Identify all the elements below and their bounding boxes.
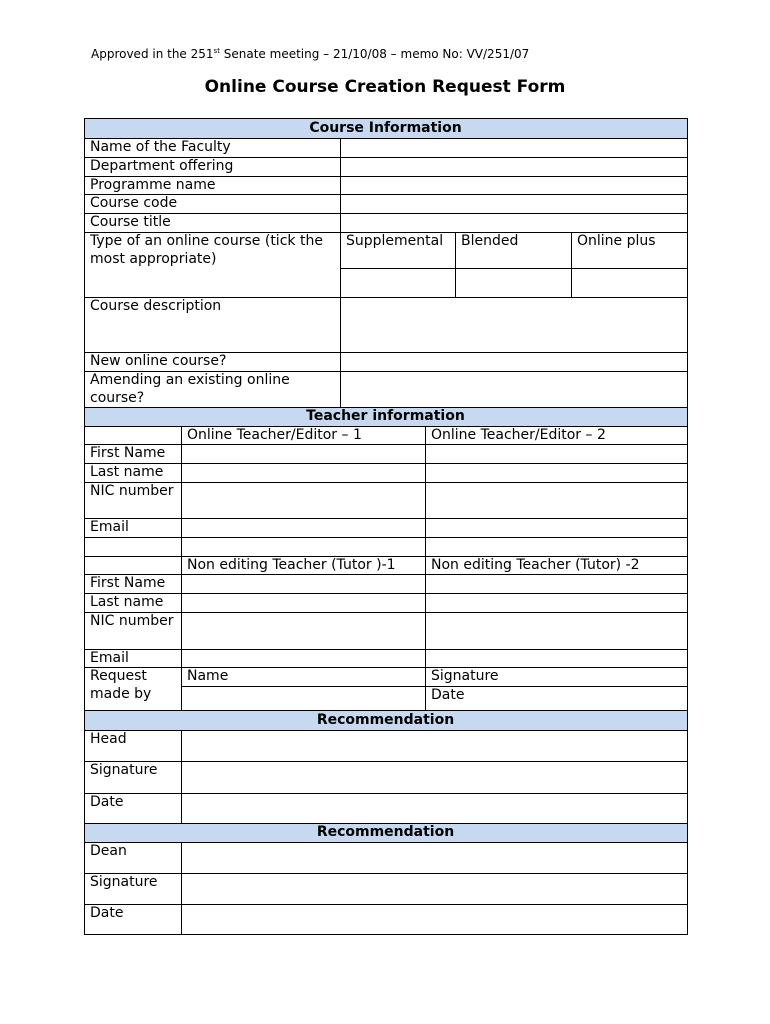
label-dean-date: Date	[90, 905, 124, 921]
label-head-signature: Signature	[90, 762, 158, 778]
option-blended: Blended	[461, 233, 519, 249]
label-tutor-nic: NIC number	[90, 613, 174, 629]
table-rule	[84, 823, 688, 824]
label-requester-date: Date	[431, 687, 465, 703]
field-tutor-2-last-name[interactable]	[425, 593, 687, 612]
field-tutor-2-first-name[interactable]	[425, 574, 687, 593]
section-heading-course-information: Course Information	[84, 119, 687, 138]
option-online-plus: Online plus	[577, 233, 656, 249]
table-rule	[84, 710, 688, 711]
table-rule	[84, 482, 688, 483]
field-editor-2-first-name[interactable]	[425, 444, 687, 463]
label-requester-signature: Signature	[431, 668, 499, 684]
label-tutor-email: Email	[90, 650, 129, 666]
table-rule	[84, 213, 688, 214]
label-dean-signature: Signature	[90, 874, 158, 890]
table-rule	[84, 232, 688, 233]
table-rule	[84, 842, 688, 843]
field-editor-1-last-name[interactable]	[181, 463, 425, 482]
table-rule	[181, 842, 182, 935]
column-header-editor-2: Online Teacher/Editor – 2	[431, 427, 606, 443]
table-rule	[84, 649, 688, 650]
table-rule	[571, 232, 572, 298]
label-course-type: Type of an online course (tick the most appropriate)	[90, 233, 323, 267]
field-dean-signature[interactable]	[181, 873, 687, 904]
table-rule	[84, 934, 688, 935]
label-course-title: Course title	[90, 214, 171, 230]
label-course-description: Course description	[90, 298, 222, 314]
field-tutor-2-email[interactable]	[425, 649, 687, 668]
label-course-code: Course code	[90, 195, 178, 211]
field-editor-2-nic[interactable]	[425, 482, 687, 518]
table-rule	[84, 297, 341, 298]
label-requester-name: Name	[187, 668, 229, 684]
table-rule	[181, 686, 688, 687]
section-heading-recommendation-dean: Recommendation	[84, 823, 687, 842]
table-rule	[84, 793, 688, 794]
field-head-date[interactable]	[181, 793, 687, 823]
table-rule	[84, 593, 688, 594]
section-heading-recommendation-head: Recommendation	[84, 711, 687, 730]
table-rule	[84, 537, 688, 538]
column-header-editor-1: Online Teacher/Editor – 1	[187, 427, 362, 443]
table-rule	[455, 232, 456, 298]
label-request-made-by: Request made by	[90, 668, 152, 702]
table-rule	[84, 407, 688, 408]
table-rule	[84, 118, 85, 935]
field-course-title[interactable]	[340, 213, 687, 232]
table-rule	[181, 730, 182, 824]
field-course-description[interactable]	[340, 297, 687, 352]
label-editor-first-name: First Name	[90, 445, 166, 461]
table-rule	[84, 556, 688, 557]
field-faculty[interactable]	[340, 138, 687, 157]
field-editor-2-last-name[interactable]	[425, 463, 687, 482]
table-rule	[340, 138, 341, 408]
field-tutor-1-last-name[interactable]	[181, 593, 425, 612]
label-programme: Programme name	[90, 177, 216, 193]
table-rule	[84, 371, 688, 372]
field-editor-1-first-name[interactable]	[181, 444, 425, 463]
table-rule	[687, 118, 688, 935]
field-dean[interactable]	[181, 842, 687, 873]
label-editor-last-name: Last name	[90, 464, 164, 480]
approval-note-suffix: Senate meeting – 21/10/08 – memo No: VV/251/07	[219, 47, 530, 61]
field-tutor-2-nic[interactable]	[425, 612, 687, 648]
table-rule	[340, 297, 688, 298]
tick-online-plus[interactable]	[571, 268, 687, 297]
table-rule	[84, 904, 688, 905]
table-rule	[84, 194, 688, 195]
option-supplemental: Supplemental	[346, 233, 444, 249]
field-head-signature[interactable]	[181, 761, 687, 792]
table-rule	[84, 730, 688, 731]
label-amending-course: Amending an existing online course?	[90, 372, 290, 406]
field-tutor-1-email[interactable]	[181, 649, 425, 668]
field-new-course[interactable]	[340, 352, 687, 371]
column-header-tutor-2: Non editing Teacher (Tutor) -2	[431, 557, 640, 573]
field-amending-course[interactable]	[340, 371, 687, 407]
table-rule	[84, 761, 688, 762]
table-rule	[340, 268, 688, 269]
label-tutor-first-name: First Name	[90, 575, 166, 591]
label-editor-nic: NIC number	[90, 483, 174, 499]
table-rule	[84, 176, 688, 177]
table-rule	[84, 667, 688, 668]
section-heading-teacher-information: Teacher information	[84, 407, 687, 426]
table-rule	[84, 444, 688, 445]
label-faculty: Name of the Faculty	[90, 139, 231, 155]
label-tutor-last-name: Last name	[90, 594, 164, 610]
table-rule	[84, 426, 688, 427]
table-rule	[84, 157, 688, 158]
table-rule	[84, 612, 688, 613]
field-editor-1-email[interactable]	[181, 518, 425, 537]
field-editor-2-email[interactable]	[425, 518, 687, 537]
field-requester-name[interactable]	[181, 686, 425, 710]
approval-note-prefix: Approved in the 251	[91, 47, 214, 61]
field-course-code[interactable]	[340, 194, 687, 213]
tick-blended[interactable]	[455, 268, 571, 297]
field-programme[interactable]	[340, 176, 687, 195]
table-rule	[84, 352, 688, 353]
table-rule	[84, 138, 688, 139]
form-title: Online Course Creation Request Form	[204, 77, 566, 97]
label-dean: Dean	[90, 843, 127, 859]
field-editor-1-nic[interactable]	[181, 482, 425, 518]
field-tutor-1-nic[interactable]	[181, 612, 425, 648]
label-new-course: New online course?	[90, 353, 227, 369]
label-head: Head	[90, 731, 127, 747]
label-department: Department offering	[90, 158, 234, 174]
table-rule	[84, 873, 688, 874]
table-rule	[84, 574, 688, 575]
field-department[interactable]	[340, 157, 687, 176]
table-rule	[181, 426, 182, 711]
tick-supplemental[interactable]	[340, 268, 455, 297]
field-head[interactable]	[181, 730, 687, 761]
table-rule	[84, 463, 688, 464]
approval-note-superscript: st	[213, 47, 220, 55]
column-header-tutor-1: Non editing Teacher (Tutor )-1	[187, 557, 396, 573]
approval-note	[91, 47, 529, 61]
table-rule	[425, 426, 426, 711]
label-editor-email: Email	[90, 519, 129, 535]
label-head-date: Date	[90, 794, 124, 810]
field-tutor-1-first-name[interactable]	[181, 574, 425, 593]
table-rule	[84, 518, 688, 519]
table-rule	[84, 118, 688, 119]
field-dean-date[interactable]	[181, 904, 687, 934]
